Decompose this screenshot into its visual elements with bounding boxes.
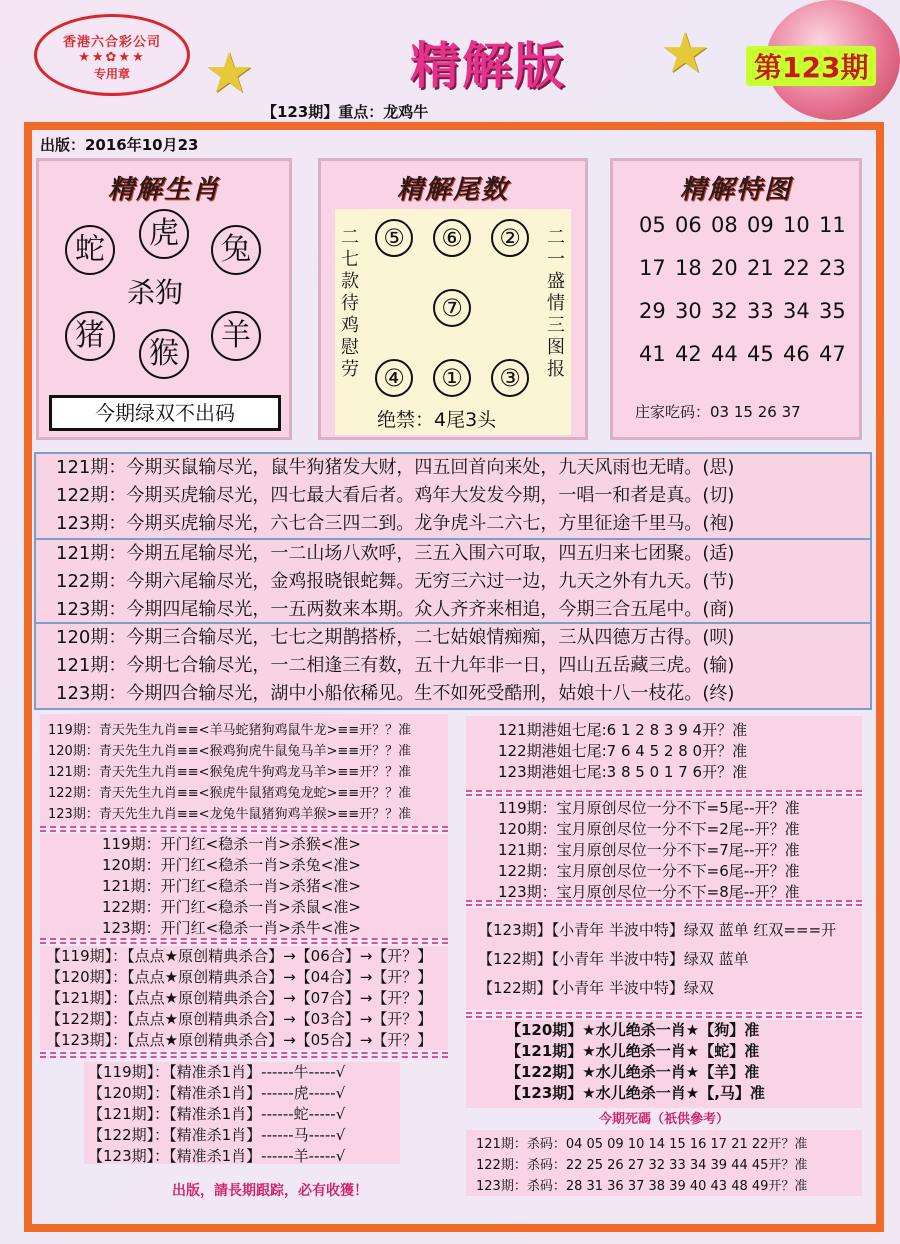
water-row: 【120期】★水儿绝杀一肖★【狗】准	[506, 1021, 760, 1039]
publish-date: 出版：2016年10月23	[40, 136, 199, 154]
poem-row: 123期：今期四合输尽光，湖中小船依稀见。生不如死受酷刑，姑娘十八一枝花。(终)	[56, 683, 735, 704]
special-number: 11	[819, 213, 846, 237]
divider	[40, 826, 448, 832]
red-door-row: 120期：开门红<稳杀一肖>杀兔<准>	[102, 856, 361, 874]
poem-row: 121期：今期五尾输尽光，一二山场八欢呼，三五入围六可取，四五归来七团聚。(适)	[56, 543, 735, 564]
zodiac-circle: 兔	[211, 225, 261, 275]
special-number: 29	[639, 299, 666, 323]
zodiac-circle: 蛇	[65, 225, 115, 275]
tail-number: ②	[491, 219, 529, 257]
precise-row: 【122期】：【精准杀1肖】------马-----√	[88, 1126, 346, 1144]
special-number: 41	[639, 342, 666, 366]
tail-forbid: 绝禁：4尾3头	[377, 409, 497, 431]
dead-numbers-block	[466, 1130, 862, 1196]
special-number: 18	[675, 256, 702, 280]
banker-numbers: 庄家吃码：03 15 26 37	[635, 403, 801, 421]
precise-row: 【123期】：【精准杀1肖】------羊-----√	[88, 1147, 346, 1165]
tail-number: ③	[491, 359, 529, 397]
combo-block	[40, 946, 448, 1050]
tail-number: ⑦	[433, 289, 471, 327]
tail-panel-title: 精解尾数	[396, 175, 509, 205]
special-number: 09	[747, 213, 774, 237]
page-title: 精解版	[410, 37, 566, 95]
moon-row: 121期：宝月原创尽位一分不下=7尾--开？准	[498, 841, 800, 859]
water-row: 【122期】★水儿绝杀一肖★【羊】准	[506, 1063, 760, 1081]
combo-row: 【123期】：【点点★原创精典杀合】→【05合】→【开？】	[46, 1031, 433, 1049]
footer-note: 出版，請長期跟踪，必有收獲！	[172, 1183, 368, 1199]
zodiac-panel	[36, 158, 292, 440]
special-number: 21	[747, 256, 774, 280]
tail-right-vertical: 二一盛情三图报	[547, 227, 565, 380]
divider	[466, 900, 862, 906]
dead-numbers-row: 122期：杀码：22 25 26 27 32 33 34 39 44 45开？准	[476, 1158, 808, 1173]
moon-row: 123期：宝月原创尽位一分不下=8尾--开？准	[498, 883, 800, 901]
youth-row: 【123期】【小青年 半波中特】绿双 蓝单 红双===开	[478, 921, 837, 939]
seal-stars: ★★✿★★	[78, 50, 146, 65]
water-row: 【121期】★水儿绝杀一肖★【蛇】准	[506, 1042, 760, 1060]
water-row: 【123期】★水儿绝杀一肖★【,马】准	[506, 1084, 765, 1102]
divider	[466, 1012, 862, 1018]
combo-row: 【122期】：【点点★原创精典杀合】→【03合】→【开？】	[46, 1010, 433, 1028]
moon-row: 122期：宝月原创尽位一分不下=6尾--开？准	[498, 862, 800, 880]
red-door-block	[40, 834, 448, 938]
dead-numbers-row: 123期：杀码：28 31 36 37 38 39 40 43 48 49开？准	[476, 1179, 808, 1194]
special-number: 23	[819, 256, 846, 280]
youth-row: 【122期】【小青年 半波中特】绿双	[478, 979, 714, 997]
star-icon: ★	[660, 21, 711, 86]
poem-band-combo	[34, 622, 872, 710]
zodiac-circle: 虎	[139, 209, 189, 259]
combo-row: 【119期】：【点点★原创精典杀合】→【06合】→【开？】	[46, 947, 433, 965]
seven-tail-block	[466, 716, 862, 790]
tail-inner	[335, 209, 571, 435]
special-number: 33	[747, 299, 774, 323]
special-number: 30	[675, 299, 702, 323]
divider	[466, 790, 862, 796]
precise-row: 【121期】：【精准杀1肖】------蛇-----√	[88, 1105, 346, 1123]
red-door-row: 122期：开门红<稳杀一肖>杀鼠<准>	[102, 898, 361, 916]
special-number: 44	[711, 342, 738, 366]
tail-left-vertical: 二七款待鸡慰劳	[341, 227, 359, 380]
youth-block	[466, 908, 862, 1010]
divider	[40, 938, 448, 944]
precise-row: 【120期】：【精准杀1肖】------虎-----√	[88, 1084, 346, 1102]
special-number: 42	[675, 342, 702, 366]
nine-zodiac-row: 119期：青天先生九肖≡≡<羊马蛇猪狗鸡鼠牛龙>≡≡开？？准	[48, 723, 412, 738]
poem-band-tail	[34, 538, 872, 626]
combo-row: 【120期】：【点点★原创精典杀合】→【04合】→【开？】	[46, 968, 433, 986]
special-number: 45	[747, 342, 774, 366]
poem-row: 121期：今期买鼠输尽光，鼠牛狗猪发大财，四五回首向来处，九天风雨也无晴。(思)	[56, 457, 735, 478]
red-door-row: 121期：开门红<稳杀一肖>杀猪<准>	[102, 877, 361, 895]
seven-tail-row: 122期港姐七尾:7 6 4 5 2 8 0开？准	[498, 742, 748, 760]
zodiac-panel-title: 精解生肖	[107, 175, 220, 205]
seal-top-text: 香港六合彩公司	[62, 35, 161, 50]
company-seal	[34, 14, 190, 96]
special-number: 08	[711, 213, 738, 237]
poem-row: 121期：今期七合输尽光，一二相逢三有数，五十九年非一日，四山五岳藏三虎。(输)	[56, 655, 735, 676]
moon-row: 119期：宝月原创尽位一分不下=5尾--开？准	[498, 799, 800, 817]
poem-row: 123期：今期四尾输尽光，一五两数来本期。众人齐齐来相追，今期三合五尾中。(商)	[56, 599, 735, 620]
poem-row: 122期：今期六尾输尽光，金鸡报晓银蛇舞。无穷三六过一边，九天之外有九天。(节)	[56, 571, 735, 592]
zodiac-circle: 猴	[139, 329, 189, 379]
seven-tail-row: 123期港姐七尾:3 8 5 0 1 7 6开？准	[498, 763, 748, 781]
special-number: 10	[783, 213, 810, 237]
tail-number: ①	[433, 359, 471, 397]
divider	[40, 1052, 448, 1058]
star-icon: ★	[204, 41, 255, 106]
poem-row: 120期：今期三合输尽光，七七之期鹊搭桥，二七姑娘情痴痴，三从四德万古得。(呗)	[56, 627, 735, 648]
moon-row: 120期：宝月原创尽位一分不下=2尾--开？准	[498, 820, 800, 838]
special-panel	[610, 158, 862, 440]
seven-tail-row: 121期港姐七尾:6 1 2 8 3 9 4开？准	[498, 721, 748, 739]
zodiac-note: 今期绿双不出码	[49, 395, 281, 431]
focus-line: 【123期】重点：龙鸡牛	[262, 103, 429, 121]
special-number: 22	[783, 256, 810, 280]
zodiac-center-text: 杀狗	[127, 276, 184, 309]
tail-number: ⑤	[375, 219, 413, 257]
dead-numbers-title: 今期死碼（祇供參考）	[598, 1112, 729, 1127]
combo-row: 【121期】：【点点★原创精典杀合】→【07合】→【开？】	[46, 989, 433, 1007]
seal-bottom-text: 专用章	[93, 67, 130, 81]
tail-number: ④	[375, 359, 413, 397]
special-number: 06	[675, 213, 702, 237]
poem-row: 122期：今期买虎输尽光，四七最大看后者。鸡年大发发今期，一唱一和者是真。(切)	[56, 485, 735, 506]
poem-row: 123期：今期买虎输尽光，六七合三四二到。龙争虎斗二六七，方里征途千里马。(袍)	[56, 513, 735, 534]
special-number: 32	[711, 299, 738, 323]
special-number: 35	[819, 299, 846, 323]
nine-zodiac-block	[40, 714, 448, 826]
tail-number: ⑥	[433, 219, 471, 257]
moon-block	[466, 798, 862, 900]
youth-row: 【122期】【小青年 半波中特】绿双 蓝单	[478, 950, 749, 968]
red-door-row: 123期：开门红<稳杀一肖>杀牛<准>	[102, 919, 361, 937]
issue-badge: 第123期	[746, 46, 876, 86]
dead-numbers-row: 121期：杀码：04 05 09 10 14 15 16 17 21 22开？准	[476, 1137, 808, 1152]
precise-row: 【119期】：【精准杀1肖】------牛-----√	[88, 1063, 346, 1081]
nine-zodiac-row: 120期：青天先生九肖≡≡<猴鸡狗虎牛鼠兔马羊>≡≡开？？准	[48, 744, 412, 759]
special-number: 05	[639, 213, 666, 237]
precise-block	[84, 1062, 400, 1164]
special-number: 20	[711, 256, 738, 280]
special-number: 46	[783, 342, 810, 366]
nine-zodiac-row: 122期：青天先生九肖≡≡<猴虎牛鼠猪鸡兔龙蛇>≡≡开？？准	[48, 786, 412, 801]
nine-zodiac-row: 121期：青天先生九肖≡≡<猴兔虎牛狗鸡龙马羊>≡≡开？？准	[48, 765, 412, 780]
zodiac-circle: 羊	[211, 311, 261, 361]
poem-band-animal	[34, 452, 872, 542]
red-door-row: 119期：开门红<稳杀一肖>杀猴<准>	[102, 835, 361, 853]
water-block	[466, 1020, 862, 1108]
special-number: 34	[783, 299, 810, 323]
nine-zodiac-row: 123期：青天先生九肖≡≡<龙兔牛鼠猪狗鸡羊猴>≡≡开？？准	[48, 807, 412, 822]
special-number: 17	[639, 256, 666, 280]
special-panel-title: 精解特图	[679, 175, 792, 205]
zodiac-circle: 猪	[65, 311, 115, 361]
special-number: 47	[819, 342, 846, 366]
tail-panel	[318, 158, 588, 440]
